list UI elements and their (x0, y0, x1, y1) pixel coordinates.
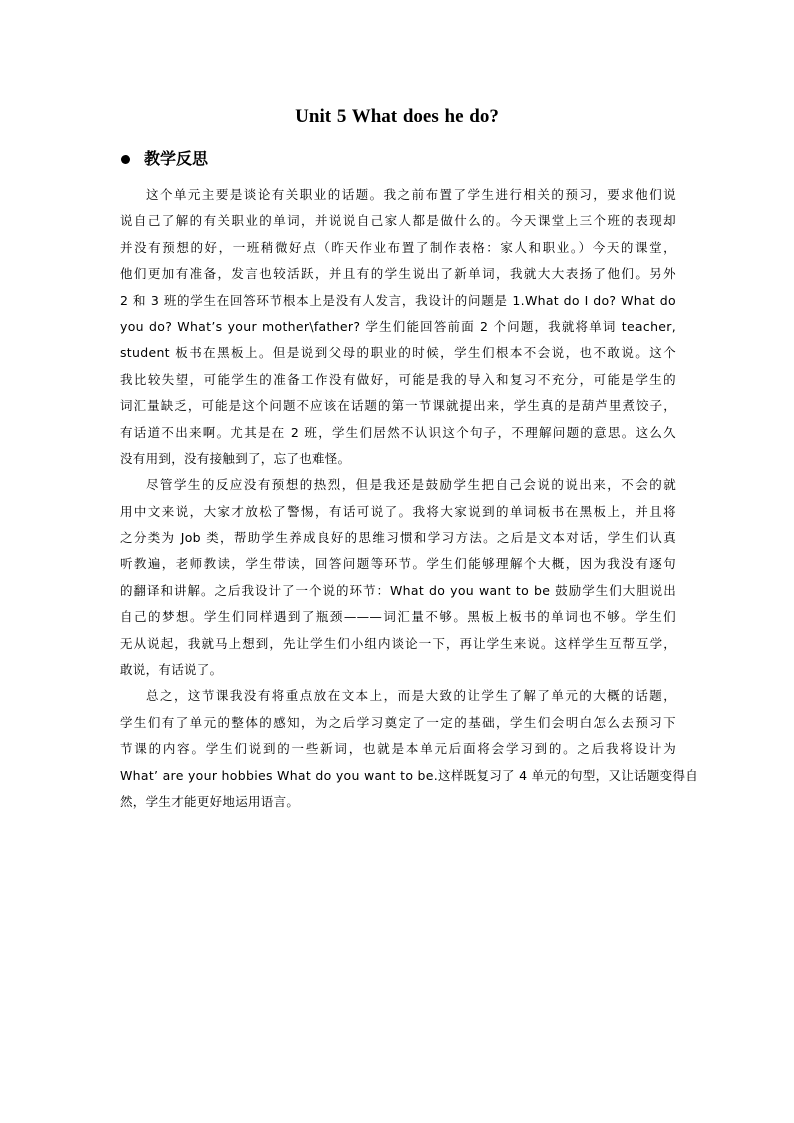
paragraph-line: 并没有预想的好，一班稍微好点（昨天作业布置了制作表格：家人和职业。）今天的课堂， (120, 239, 676, 255)
paragraph-line: What’ are your hobbies What do you want to be.这样既复习了 4 单元的句型，又让话题变得自 (120, 767, 699, 783)
paragraph-line: 没有用到，没有接触到了，忘了也难怪。 (120, 450, 351, 466)
paragraph-line: 词汇量缺乏，可能是这个问题不应该在话题的第一节课就提出来，学生真的是葫芦里煮饺子， (120, 398, 676, 414)
paragraph-line: 的翻译和讲解。之后我设计了一个说的环节：What do you want to be 鼓励学生们大胆说出 (120, 582, 676, 598)
paragraph-line: 说自己了解的有关职业的单词，并说说自己家人都是做什么的。今天课堂上三个班的表现却 (120, 213, 676, 229)
paragraph-line: 有话道不出来啊。尤其是在 2 班，学生们居然不认识这个句子，不理解问题的意思。这么久 (120, 424, 676, 440)
paragraph-line: 用中文来说，大家才放松了警惕，有话可说了。我将大家说到的单词板书在黑板上，并且将 (120, 503, 676, 519)
paragraph-line: 2 和 3 班的学生在回答环节根本上是没有人发言，我设计的问题是 1.What do I do? What do (120, 292, 676, 308)
paragraph-line: 尽管学生的反应没有预想的热烈，但是我还是鼓励学生把自己会说的说出来，不会的就 (146, 477, 676, 493)
paragraph-line: 无从说起，我就马上想到，先让学生们小组内谈论一下，再让学生来说。这样学生互帮互学， (120, 635, 676, 651)
bullet-icon (121, 155, 130, 164)
paragraph-line: 然，学生才能更好地运用语言。 (120, 793, 300, 809)
paragraph-line: 学生们有了单元的整体的感知，为之后学习奠定了一定的基础，学生们会明白怎么去预习下 (120, 714, 676, 730)
section-heading-text: 教学反思 (144, 149, 209, 168)
paragraph-line: 敢说，有话说了。 (120, 662, 223, 678)
paragraph-line: 自己的梦想。学生们同样遇到了瓶颈———词汇量不够。黑板上板书的单词也不够。学生们 (120, 609, 676, 625)
paragraph-line: 之分类为 Job 类，帮助学生养成良好的思维习惯和学习方法。之后是文本对话，学生们认真 (120, 530, 676, 546)
paragraph-line: student 板书在黑板上。但是说到父母的职业的时候，学生们根本不会说，也不敢说。这个 (120, 345, 676, 361)
paragraph-line: 听教遍，老师教读，学生带读，回答问题等环节。学生们能够理解个大概，因为我没有逐句 (120, 556, 676, 572)
section-heading (121, 146, 208, 172)
paragraph-line: 总之，这节课我没有将重点放在文本上，而是大致的让学生了解了单元的大概的话题， (146, 688, 676, 704)
paragraph-line: 这个单元主要是谈论有关职业的话题。我之前布置了学生进行相关的预习，要求他们说 (146, 187, 676, 202)
paragraph-line: 他们更加有准备，发言也较活跃，并且有的学生说出了新单词，我就大大表扬了他们。另外 (120, 266, 676, 282)
document-body (120, 182, 699, 815)
paragraph (120, 182, 676, 472)
paragraph (120, 683, 699, 815)
paragraph-line: you do? What’s your mother\father? 学生们能回答前面 2 个问题，我就将单词 teacher, (120, 318, 676, 334)
paragraph-line: 我比较失望，可能学生的准备工作没有做好，可能是我的导入和复习不充分，可能是学生的 (120, 371, 676, 387)
paragraph (120, 472, 676, 683)
document-title: Unit 5 What does he do? (295, 106, 499, 127)
paragraph-line: 节课的内容。学生们说到的一些新词，也就是本单元后面将会学习到的。之后我将设计为 (120, 741, 676, 757)
